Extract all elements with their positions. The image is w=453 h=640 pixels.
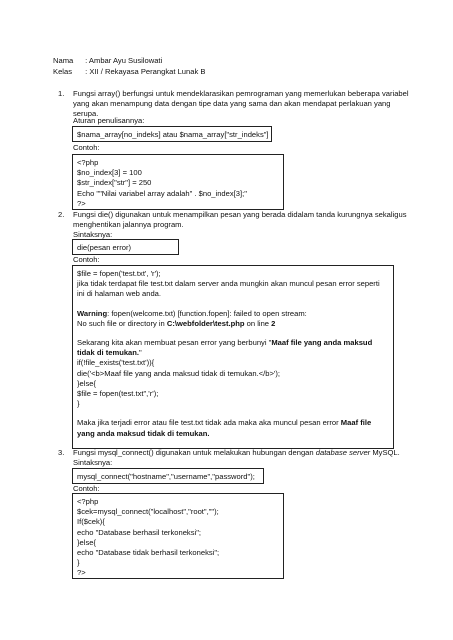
- item-3-text-b: MySQL.: [370, 448, 400, 457]
- code-line: <?php: [77, 158, 99, 167]
- explanation-2-text: Sekarang kita akan membuat pesan error yang berbunyi ": [77, 338, 272, 348]
- spacer: [77, 409, 389, 418]
- item-2-example-label: Contoh:: [73, 255, 100, 264]
- name-row: [53, 56, 162, 66]
- code-line: if(!file_exists('test.txt')){: [77, 358, 155, 368]
- item-3-syntax-label: Sintaksnya:: [73, 458, 113, 467]
- code-line: }: [77, 399, 80, 409]
- code-line: die('<b>Maaf file yang anda maksud tidak di temukan.</b>');: [77, 368, 280, 378]
- name-value: : Ambar Ayu Susilowati: [85, 56, 163, 65]
- code-line: }else{: [77, 378, 97, 388]
- item-2-text: Fungsi die() digunakan untuk menampilkan pesan yang berada didalam tanda kurungnya sekaligus menghentikan jalannya program.: [73, 210, 407, 230]
- item-1-syntax-box: [72, 126, 272, 142]
- no-such-text: No such file or directory in: [77, 318, 167, 328]
- item-1-text: Fungsi array() berfungsi untuk mendeklarasikan pemrograman yang memerlukan beberapa variabel yang akan menampung data dengan tipe data yang sama dan akan mendapat perlakuan yang serupa.: [73, 89, 409, 119]
- explanation-1: jika tidak terdapat file test.txt dalam server anda mungkin akan muncul pesan error seperti ini di halaman web anda.: [77, 279, 380, 299]
- class-value: : XII / Rekayasa Perangkat Lunak B: [85, 67, 206, 76]
- code-line: $str_index["str"] = 250: [77, 178, 152, 188]
- item-2-syntax-label: Sintaksnya:: [73, 230, 113, 239]
- spacer: [77, 300, 389, 309]
- code-line: $file = fopen('test.txt', 'r');: [77, 269, 161, 278]
- code-line: Echo ""Nilai variabel array adalah" . $no_index[3];": [77, 188, 247, 198]
- code-line: $file = fopen(test.txt",'r');: [77, 389, 159, 399]
- code-line: ?>: [77, 568, 86, 578]
- item-3-code-box: [72, 493, 284, 579]
- code-line: If($cek){: [77, 517, 105, 527]
- line-number: 2: [271, 318, 276, 328]
- item-3-number: 3.: [58, 448, 65, 457]
- code-line: echo "Database berhasil terkoneksi";: [77, 527, 202, 537]
- item-2-number: 2.: [58, 210, 65, 219]
- spacer: [77, 329, 389, 338]
- class-row: [53, 67, 205, 77]
- explanation-2-bold: Maaf file yang anda maksud tidak di temukan.: [77, 338, 373, 358]
- code-line: ?>: [77, 198, 86, 208]
- warning-bold: Warning: [77, 308, 108, 318]
- item-1-number: 1.: [58, 89, 65, 98]
- item-3-text-italic: database server: [315, 448, 371, 457]
- code-line: echo "Database tidak berhasil terkoneksi";: [77, 548, 220, 558]
- code-line: $cek=mysql_connect("localhost","root","");: [77, 507, 219, 517]
- code-line: $no_index[3] = 100: [77, 168, 142, 178]
- item-1-code-box: [72, 154, 284, 210]
- name-label: Nama: [53, 56, 74, 65]
- item-3-text-a: Fungsi mysql_connect() digunakan untuk melakukan hubungan dengan: [73, 448, 316, 457]
- class-label: Kelas: [53, 67, 72, 76]
- item-3-text: [73, 448, 411, 458]
- item-3-syntax: mysql_connect("hostname","username","password");: [77, 472, 255, 481]
- item-2-syntax-box: [72, 239, 179, 255]
- warning-rest: : fopen(welcome.txt) [function.fopen]: failed to open stream:: [107, 308, 307, 318]
- code-line: }else{: [77, 537, 97, 547]
- on-line-text: on line: [244, 318, 272, 328]
- explanation-3-bold: Maaf file yang anda maksud tidak di temukan.: [77, 418, 372, 438]
- explanation-2-end: ": [139, 348, 142, 358]
- item-1-syntax-label: Aturan penulisannya:: [73, 116, 145, 125]
- item-2-syntax: die(pesan error): [77, 243, 132, 252]
- file-path: C:\webfolder\test.php: [166, 318, 245, 328]
- code-line: <?php: [77, 497, 99, 506]
- item-1-syntax: $nama_array[no_indeks] atau $nama_array["str_indeks"]: [77, 130, 269, 139]
- no-such-file-line: [77, 319, 389, 329]
- item-3-syntax-box: [72, 468, 264, 484]
- warning-line: [77, 309, 389, 319]
- explanation-3-text: Maka jika terjadi error atau file test.txt tidak ada maka aka muncul pesan error: [77, 418, 341, 428]
- explanation-2: [77, 338, 389, 358]
- item-2-code-box: [72, 265, 394, 449]
- item-3-example-label: Contoh:: [73, 484, 100, 493]
- code-line: }: [77, 558, 80, 568]
- explanation-3: [77, 418, 389, 438]
- item-1-example-label: Contoh:: [73, 143, 100, 152]
